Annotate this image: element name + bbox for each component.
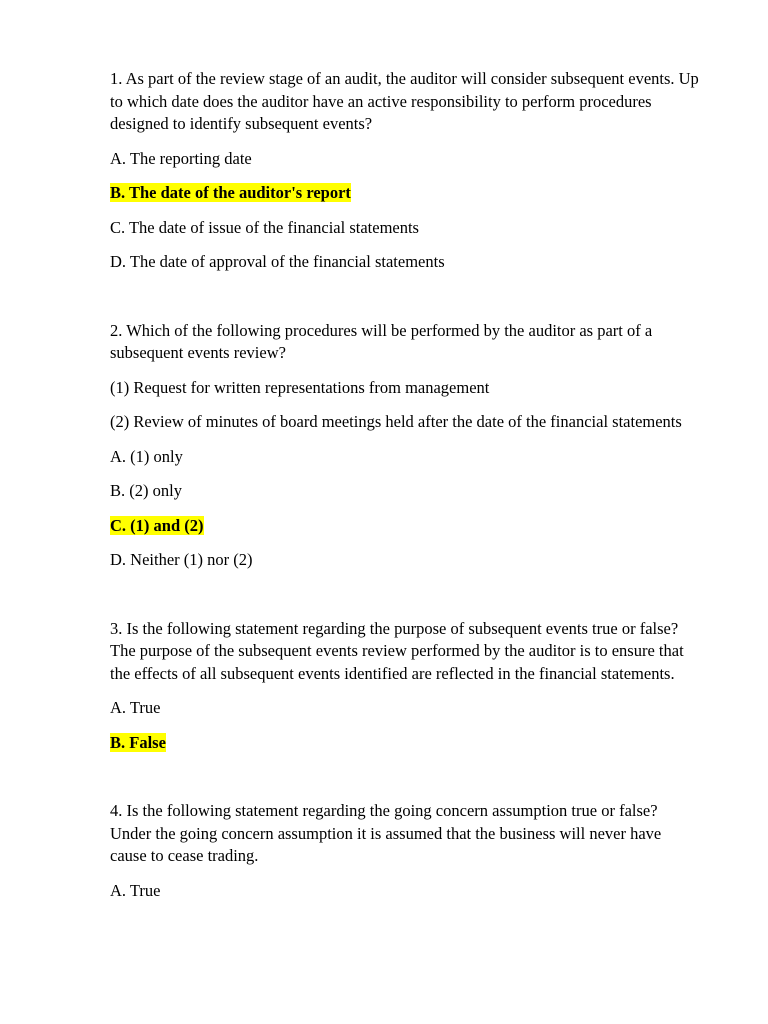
answer-option-a: A. True (110, 698, 161, 717)
question-stem: 4. Is the following statement regarding the going concern assumption true or false? Under the going concern assumption it is assumed that the business will never have cause to cease trading. (110, 801, 662, 865)
answer-option-d: D. Neither (1) nor (2) (110, 550, 253, 569)
procedure-item-2: (2) Review of minutes of board meetings held after the date of the financial statements (110, 412, 682, 431)
question-2 (110, 320, 700, 572)
answer-option-a: A. The reporting date (110, 148, 252, 168)
procedure-item-1: (1) Request for written representations from management (110, 377, 490, 397)
question-spacer (110, 286, 700, 320)
answer-option-a: A. True (110, 880, 161, 900)
answer-option-a: A. (1) only (110, 446, 183, 466)
highlighted-answer: B. False (110, 732, 166, 752)
highlighted-answer: C. (1) and (2) (110, 515, 204, 535)
answer-option-b-correct (110, 732, 700, 755)
question-stem: 3. Is the following statement regarding the purpose of subsequent events true or false? The purpose of the subsequent events review performed by the auditor is to ensure that the effects of all subsequent events identified are reflected in the financial statements. (110, 618, 684, 683)
answer-option-c: C. The date of issue of the financial statements (110, 217, 419, 237)
question-4 (110, 800, 700, 902)
question-spacer (110, 766, 700, 800)
highlighted-answer: B. The date of the auditor's report (110, 183, 351, 202)
answer-option-c-correct (110, 515, 700, 538)
answer-option-d: D. The date of approval of the financial statements (110, 252, 445, 271)
question-stem: 2. Which of the following procedures will be performed by the auditor as part of a subsequent events review? (110, 320, 653, 362)
answer-option-b: B. (2) only (110, 481, 182, 500)
question-stem: 1. As part of the review stage of an audit, the auditor will consider subsequent events. Up to which date does the auditor have an active responsibility to perform procedures designed to identify subsequent events? (110, 69, 699, 133)
document-page (110, 68, 700, 914)
question-3 (110, 618, 700, 755)
question-1 (110, 68, 700, 274)
answer-option-b-correct (110, 182, 700, 205)
question-spacer (110, 584, 700, 618)
